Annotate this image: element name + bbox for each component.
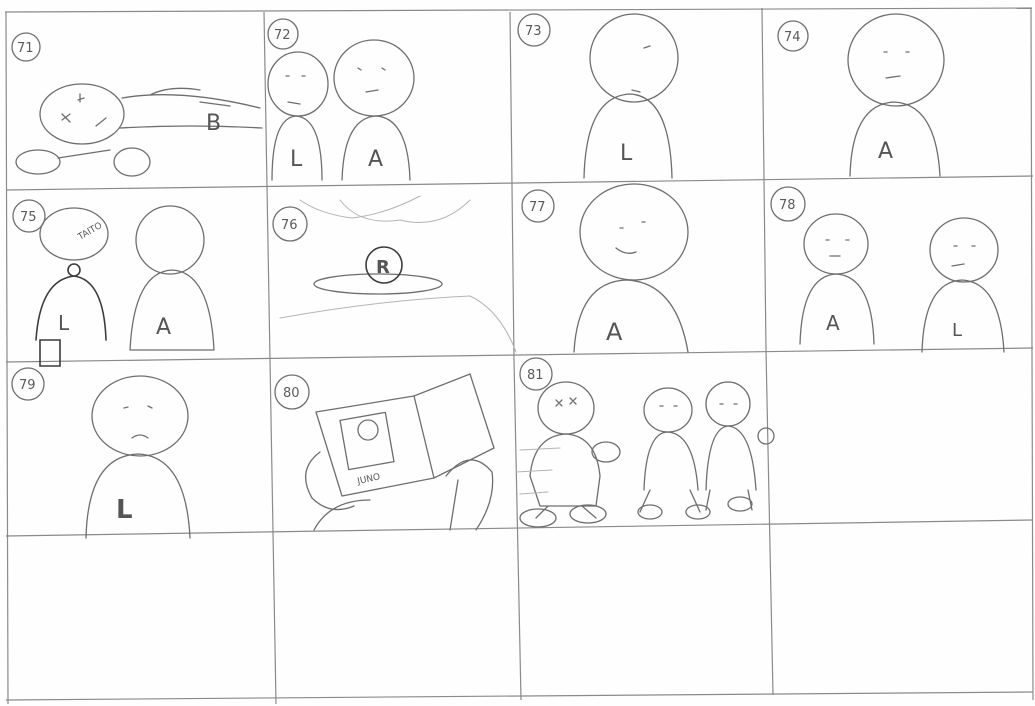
foot xyxy=(638,505,662,519)
body xyxy=(36,276,106,340)
hand xyxy=(758,428,774,444)
panel-79 xyxy=(12,368,190,538)
head xyxy=(706,382,750,426)
panel-number: 77 xyxy=(529,200,546,215)
character-label: L xyxy=(952,320,963,341)
body xyxy=(850,102,940,176)
body xyxy=(86,454,190,538)
pendant-letter: R xyxy=(376,257,390,278)
panel-number: 73 xyxy=(525,24,542,39)
character-label: A xyxy=(368,147,384,172)
character-label: L xyxy=(620,141,633,166)
character-label: A xyxy=(826,311,840,335)
panel-number: 74 xyxy=(784,30,801,45)
panel-74 xyxy=(778,14,944,176)
character-label: L xyxy=(290,147,303,172)
box-icon xyxy=(40,340,60,366)
cap-text: TAITO xyxy=(76,220,105,243)
character-label: A xyxy=(156,315,172,340)
panel-81 xyxy=(516,358,774,527)
panel-71 xyxy=(12,33,262,176)
panel-number: 78 xyxy=(779,198,796,213)
badge-icon xyxy=(68,264,80,276)
panel-number: 76 xyxy=(281,218,298,233)
panel-72 xyxy=(268,19,414,180)
head xyxy=(268,52,328,116)
character-label: A xyxy=(878,139,894,164)
body xyxy=(574,280,688,352)
panel-number: 80 xyxy=(283,386,300,401)
hand xyxy=(16,150,60,174)
head xyxy=(334,40,414,116)
character-label: B xyxy=(206,111,222,136)
panel-number: 72 xyxy=(274,28,291,43)
panel-75 xyxy=(13,200,214,366)
head xyxy=(92,376,188,456)
foot xyxy=(570,505,606,523)
fist xyxy=(592,442,620,462)
panel-73 xyxy=(518,14,678,178)
body xyxy=(130,270,214,350)
head xyxy=(580,184,688,280)
head xyxy=(644,388,692,432)
head xyxy=(40,208,108,260)
panel-number: 79 xyxy=(19,378,36,393)
head xyxy=(930,218,998,282)
panel-number: 71 xyxy=(17,41,34,56)
character-label: L xyxy=(116,495,133,525)
character-label: A xyxy=(606,318,623,346)
passport-name: JUNO xyxy=(356,472,382,487)
character-label: L xyxy=(58,311,70,335)
panel-number: 75 xyxy=(20,210,37,225)
head xyxy=(538,382,594,434)
panel-grid xyxy=(5,8,1033,704)
photo-frame xyxy=(340,412,394,469)
body xyxy=(922,280,1004,352)
head xyxy=(136,206,204,274)
hand xyxy=(114,148,150,176)
panel-80 xyxy=(275,374,494,530)
body xyxy=(706,426,756,490)
body xyxy=(530,434,600,506)
body xyxy=(644,432,698,490)
head xyxy=(40,84,124,144)
head xyxy=(590,14,678,102)
panel-77 xyxy=(522,184,688,352)
head xyxy=(804,214,868,274)
panel-76 xyxy=(273,196,516,352)
foot xyxy=(728,497,752,511)
head xyxy=(848,14,944,106)
panel-78 xyxy=(771,187,1004,352)
panel-number: 81 xyxy=(527,368,544,383)
photo-head xyxy=(358,420,378,440)
foot xyxy=(520,509,556,527)
